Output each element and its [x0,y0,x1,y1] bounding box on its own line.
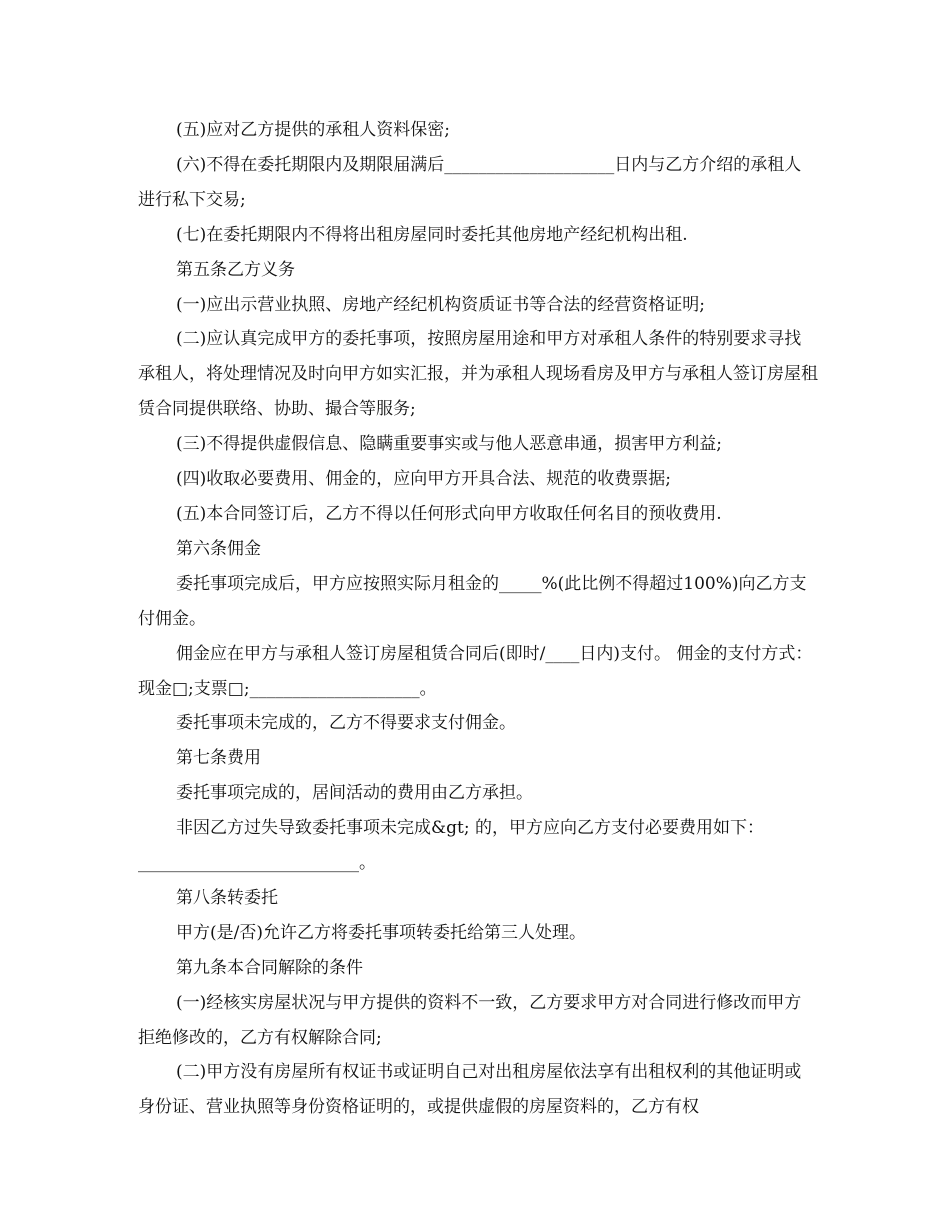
clause-paragraph: 委托事项未完成的，乙方不得要求支付佣金。 [176,713,516,734]
clause-item: (二)应认真完成甲方的委托事项，按照房屋用途和甲方对承租人条件的特别要求寻找承租人，将处理情况及时向甲方如实汇报，并为承租人现场看房及甲方与承租人签订房屋租赁合同提供联络、协助、撮合等服务; [138,329,818,420]
clause-item: (三)不得提供虚假信息、隐瞒重要事实或与他人恶意串通，损害甲方利益; [176,434,722,455]
clause-paragraph: 委托事项完成后，甲方应按照实际月租金的_____%(此比例不得超过100%)向乙方支付佣金。 [138,573,807,629]
clause-item: (五)应对乙方提供的承租人资料保密; [176,120,450,140]
article-heading: 第八条转委托 [176,887,278,908]
clause-item: (一)应出示营业执照、房地产经纪机构资质证书等合法的经营资格证明; [176,294,705,315]
article-heading: 第六条佣金 [176,538,261,559]
clause-item: (二)甲方没有房屋所有权证书或证明自己对出租房屋依法享有出租权利的其他证明或身份证、营业执照等身份资格证明的，或提供虚假的房屋资料的，乙方有权 [138,1062,802,1118]
clause-paragraph: 非因乙方过失导致委托事项未完成&gt; 的，甲方应向乙方支付必要费用如下：__________________________。 [138,818,764,874]
clause-item: (六)不得在委托期限内及期限届满后____________________日内与乙方介绍的承租人进行私下交易; [138,154,802,210]
clause-paragraph: 甲方(是/否)允许乙方将委托事项转委托给第三人处理。 [176,922,586,943]
clause-item: (四)收取必要费用、佣金的，应向甲方开具合法、规范的收费票据; [176,469,671,490]
article-heading: 第五条乙方义务 [176,259,295,280]
document-body [138,113,818,1125]
article-heading: 第七条费用 [176,748,261,769]
clause-paragraph: 委托事项完成的，居间活动的费用由乙方承担。 [176,783,533,804]
clause-item: (七)在委托期限内不得将出租房屋同时委托其他房地产经纪机构出租. [176,224,688,245]
clause-item: (五)本合同签订后，乙方不得以任何形式向甲方收取任何名目的预收费用. [176,503,722,524]
article-heading: 第九条本合同解除的条件 [176,957,363,978]
clause-item: (一)经核实房屋状况与甲方提供的资料不一致，乙方要求甲方对合同进行修改而甲方拒绝修改的，乙方有权解除合同; [138,992,802,1048]
clause-paragraph: 佣金应在甲方与承租人签订房屋租赁合同后(即时/____日内)支付。 佣金的支付方式：现金□;支票□;____________________。 [138,643,813,699]
